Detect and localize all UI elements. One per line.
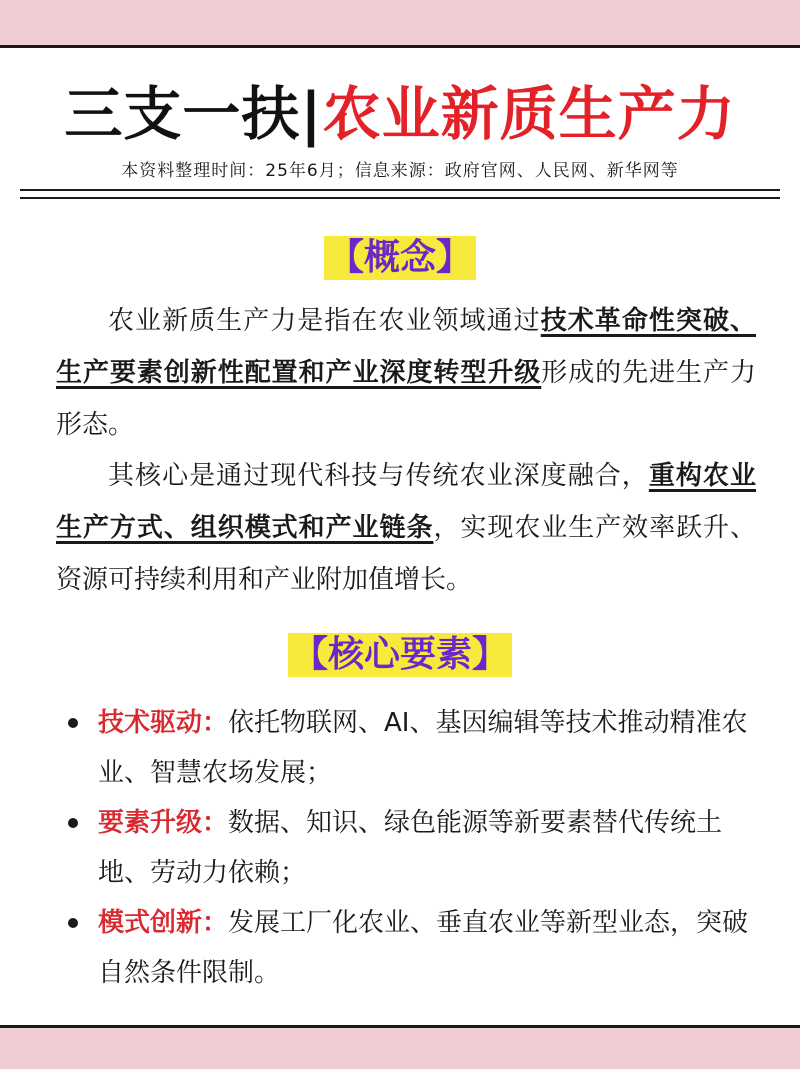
- source-note: 本资料整理时间：25年6月；信息来源：政府官网、人民网、新华网等: [121, 161, 679, 181]
- list-item: [56, 698, 756, 798]
- bullet-dot-icon: [68, 718, 78, 728]
- p1-emphasis: 技术革命性突破、生产要素创新性配置和产业深度转型升级: [56, 306, 756, 388]
- item-key: 要素升级：: [98, 808, 229, 838]
- list-item: [56, 798, 756, 898]
- item-key: 技术驱动：: [98, 708, 229, 738]
- core-elements-heading: [0, 633, 800, 677]
- divider-top: [20, 189, 780, 191]
- bullet-dot-icon: [68, 818, 78, 828]
- concept-paragraph-1: [56, 295, 756, 451]
- p2-text-after: ，实现农业生产效率跃升、资源可持续利用和产业附加值增长。: [56, 513, 756, 595]
- item-key: 模式创新：: [98, 908, 229, 938]
- item-text: 依托物联网、AI、基因编辑等技术推动精准农业、智慧农场发展；: [98, 708, 748, 788]
- divider-bottom: [20, 197, 780, 199]
- concept-heading-label: 【概念】: [324, 236, 476, 280]
- page-title: [0, 78, 800, 150]
- p1-text-before: 农业新质生产力是指在农业领域通过: [108, 306, 541, 336]
- list-item: [56, 898, 756, 998]
- p1-text-after: 形成的先进生产力形态。: [56, 358, 756, 440]
- core-elements-heading-label: 【核心要素】: [288, 633, 512, 677]
- bullet-dot-icon: [68, 918, 78, 928]
- concept-paragraph-2: [56, 450, 756, 606]
- title-prefix: 三支一扶|: [64, 80, 323, 148]
- p2-text-before: 其核心是通过现代科技与传统农业深度融合，: [108, 461, 649, 491]
- p2-emphasis: 重构农业生产方式、组织模式和产业链条: [56, 461, 756, 543]
- item-text: 数据、知识、绿色能源等新要素替代传统土地、劳动力依赖；: [98, 808, 723, 888]
- content-card: [0, 45, 800, 1028]
- concept-heading: [0, 236, 800, 280]
- title-topic: 农业新质生产力: [322, 80, 736, 148]
- item-text: 发展工厂化农业、垂直农业等新型业态，突破自然条件限制。: [98, 908, 749, 988]
- core-elements-list: [56, 698, 756, 998]
